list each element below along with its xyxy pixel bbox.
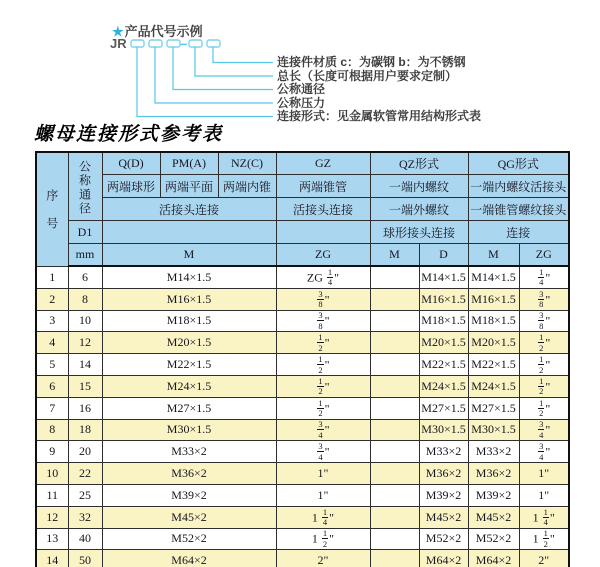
cell-qz_d: M64×2: [419, 550, 468, 567]
cell-gz: $\frac{1}{2}$ ": [276, 375, 370, 397]
cell-qg_m: M30×1.5: [468, 419, 519, 441]
code-prefix: JR: [110, 36, 127, 51]
cell-no: 12: [36, 506, 68, 528]
cell-qg_m: M36×2: [468, 463, 519, 485]
cell-dn: 8: [68, 288, 102, 310]
header-pm-desc: 两端平面: [160, 175, 218, 198]
cell-qz_m: [370, 506, 419, 528]
callout-line: [173, 47, 273, 90]
table-title: 螺母连接形式参考表: [34, 123, 224, 145]
cell-qz_d: M33×2: [419, 441, 468, 463]
cell-m: M18×1.5: [102, 310, 276, 332]
cell-qg_m: M39×2: [468, 484, 519, 506]
callout-line: [137, 47, 273, 117]
cell-m: M24×1.5: [102, 375, 276, 397]
fraction: $\frac{1}{2}$: [318, 332, 323, 353]
cell-qg_zg: 1": [519, 484, 569, 506]
reference-table: [35, 151, 570, 567]
cell-qg_zg: 1 $\frac{1}{2}$ ": [519, 528, 569, 550]
fraction: $\frac{3}{8}$: [318, 310, 323, 331]
cell-qz_d: M18×1.5: [419, 310, 468, 332]
cell-m: M64×2: [102, 550, 276, 567]
cell-no: 7: [36, 397, 68, 419]
cell-gz: $\frac{3}{8}$ ": [276, 310, 370, 332]
header-qg-conn: 连接: [468, 221, 569, 244]
callout-label: 连接件材质 c：为碳钢 b：为不锈钢: [277, 55, 466, 69]
cell-qg_zg: 1": [519, 463, 569, 485]
cell-qg_zg: $\frac{1}{2}$ ": [519, 332, 569, 354]
table-row: [36, 550, 569, 567]
header-gz-code: GZ: [276, 152, 370, 175]
diagram-heading-text: 产品代号示例: [124, 24, 203, 39]
header-mm: mm: [68, 244, 102, 267]
table-row: [36, 506, 569, 528]
cell-dn: 12: [68, 332, 102, 354]
cell-no: 8: [36, 419, 68, 441]
cell-qz_d: M24×1.5: [419, 375, 468, 397]
header-qz-u1: M: [370, 244, 419, 267]
header-qz-conn: 球形接头连接: [370, 221, 468, 244]
cell-no: 5: [36, 354, 68, 376]
table-row: [36, 332, 569, 354]
header-qg-row2: 一端内螺纹活接头: [468, 175, 569, 198]
cell-m: M39×2: [102, 484, 276, 506]
header-qg-code: QG形式: [468, 152, 569, 175]
cell-qz_d: M36×2: [419, 463, 468, 485]
cell-dn: 40: [68, 528, 102, 550]
header-union-conn: 活接头连接: [102, 198, 276, 221]
cell-no: 4: [36, 332, 68, 354]
table-row: [36, 354, 569, 376]
cell-dn: 32: [68, 506, 102, 528]
cell-m: M27×1.5: [102, 397, 276, 419]
cell-m: M33×2: [102, 441, 276, 463]
cell-qg_m: M27×1.5: [468, 397, 519, 419]
fraction: $\frac{3}{4}$: [539, 441, 544, 462]
cell-no: 13: [36, 528, 68, 550]
header-nz-code: NZ(C): [218, 152, 276, 175]
cell-qg_zg: $\frac{3}{8}$ ": [519, 288, 569, 310]
cell-qg_zg: $\frac{1}{4}$ ": [519, 266, 569, 288]
cell-qz_d: M27×1.5: [419, 397, 468, 419]
cell-no: 9: [36, 441, 68, 463]
callout-label: 总长（长度可根据用户要求定制）: [277, 68, 458, 83]
cell-m: M30×1.5: [102, 419, 276, 441]
cell-gz: 1": [276, 463, 370, 485]
table-row: [36, 528, 569, 550]
fraction: $\frac{1}{2}$: [322, 528, 328, 549]
cell-no: 10: [36, 463, 68, 485]
callout-label: 公称通径: [277, 82, 326, 96]
fraction: $\frac{1}{2}$: [318, 397, 323, 419]
header-qg-u1: M: [468, 244, 519, 267]
cell-qg_zg: 1 $\frac{1}{4}$ ": [519, 506, 569, 528]
cell-qz_d: M39×2: [419, 484, 468, 506]
cell-qz_m: [370, 550, 419, 567]
cell-no: 11: [36, 484, 68, 506]
cell-qz_m: [370, 266, 419, 288]
cell-m: M36×2: [102, 463, 276, 485]
header-blank: [276, 221, 370, 244]
callout-label: 公称压力: [277, 95, 326, 110]
cell-qz_d: M16×1.5: [419, 288, 468, 310]
table-row: [36, 441, 569, 463]
header-q-desc: 两端球形: [102, 175, 160, 198]
cell-gz: 2": [276, 550, 370, 567]
cell-qg_m: M16×1.5: [468, 288, 519, 310]
cell-qg_m: M20×1.5: [468, 332, 519, 354]
cell-qz_m: [370, 288, 419, 310]
cell-qz_d: M45×2: [419, 506, 468, 528]
code-dash: –: [180, 36, 188, 51]
cell-m: M45×2: [102, 506, 276, 528]
cell-qz_m: [370, 419, 419, 441]
header-q-code: Q(D): [102, 152, 160, 175]
cell-qg_m: M52×2: [468, 528, 519, 550]
cell-qg_m: M14×1.5: [468, 266, 519, 288]
cell-gz: 1 $\frac{1}{4}$ ": [276, 506, 370, 528]
fraction: $\frac{1}{2}$: [539, 354, 544, 375]
cell-dn: 20: [68, 441, 102, 463]
header-pm-code: PM(A): [160, 152, 218, 175]
table-header: [36, 152, 569, 266]
cell-qz_d: M14×1.5: [419, 266, 468, 288]
cell-dn: 15: [68, 375, 102, 397]
cell-gz: $\frac{3}{8}$ ": [276, 288, 370, 310]
cell-dn: 10: [68, 310, 102, 332]
cell-m: M52×2: [102, 528, 276, 550]
cell-gz: 1": [276, 484, 370, 506]
header-gz-desc: 两端锥管: [276, 175, 370, 198]
cell-qg_zg: $\frac{1}{2}$ ": [519, 375, 569, 397]
table-body: [36, 266, 569, 567]
cell-gz: $\frac{3}{4}$ ": [276, 419, 370, 441]
fraction: $\frac{1}{4}$: [543, 506, 548, 528]
table-row: [36, 419, 569, 441]
code-box: [189, 40, 202, 47]
header-qz-row2: 一端内螺纹: [370, 175, 468, 198]
cell-qg_zg: $\frac{3}{4}$ ": [519, 419, 569, 441]
cell-qz_m: [370, 441, 419, 463]
cell-qz_m: [370, 310, 419, 332]
table-row: [36, 463, 569, 485]
header-tongjing: 公称通径: [68, 152, 102, 221]
header-qz-u2: D: [419, 244, 468, 267]
code-box: [131, 40, 144, 47]
cell-gz: $\frac{1}{2}$ ": [276, 332, 370, 354]
cell-m: M14×1.5: [102, 266, 276, 288]
cell-no: 2: [36, 288, 68, 310]
code-box: [207, 40, 220, 47]
header-d1: D1: [68, 221, 102, 244]
cell-gz: $\frac{1}{2}$ ": [276, 354, 370, 376]
fraction: $\frac{1}{4}$: [322, 506, 328, 528]
cell-dn: 14: [68, 354, 102, 376]
cell-qg_zg: $\frac{3}{4}$ ": [519, 441, 569, 463]
cell-qg_m: M64×2: [468, 550, 519, 567]
table-row: [36, 288, 569, 310]
header-nz-desc: 两端内锥: [218, 175, 276, 198]
cell-qz_d: M22×1.5: [419, 354, 468, 376]
cell-gz: $\frac{1}{2}$ ": [276, 397, 370, 419]
cell-qz_d: M52×2: [419, 528, 468, 550]
cell-qg_zg: 2": [519, 550, 569, 567]
cell-qz_m: [370, 375, 419, 397]
header-qg-row3: 一端锥管螺纹接头: [468, 198, 569, 221]
cell-qg_zg: $\frac{1}{2}$ ": [519, 354, 569, 376]
table-row: [36, 397, 569, 419]
cell-no: 6: [36, 375, 68, 397]
cell-qg_m: M33×2: [468, 441, 519, 463]
cell-qg_m: M24×1.5: [468, 375, 519, 397]
cell-qg_zg: $\frac{3}{8}$ ": [519, 310, 569, 332]
cell-gz: $\frac{3}{4}$ ": [276, 441, 370, 463]
cell-qg_m: M18×1.5: [468, 310, 519, 332]
cell-qz_m: [370, 463, 419, 485]
header-gz-conn: 活接头连接: [276, 198, 370, 221]
cell-gz: ZG $\frac{1}{4}$ ": [276, 266, 370, 288]
fraction: $\frac{1}{4}$: [327, 266, 333, 288]
cell-no: 14: [36, 550, 68, 567]
cell-dn: 16: [68, 397, 102, 419]
star-icon: ★: [112, 24, 124, 39]
table-row: [36, 375, 569, 397]
table-row: [36, 484, 569, 506]
header-qz-row3: 一端外螺纹: [370, 198, 468, 221]
header-m-unit: M: [102, 244, 276, 267]
callout-line: [213, 47, 273, 63]
cell-qz_m: [370, 354, 419, 376]
fraction: $\frac{1}{2}$: [539, 332, 544, 353]
callout-line: [195, 47, 273, 76]
table-row: [36, 266, 569, 288]
cell-no: 1: [36, 266, 68, 288]
fraction: $\frac{3}{8}$: [318, 288, 323, 310]
header-qz-code: QZ形式: [370, 152, 468, 175]
fraction: $\frac{1}{4}$: [539, 266, 544, 288]
fraction: $\frac{3}{8}$: [539, 310, 544, 331]
fraction: $\frac{1}{2}$: [318, 375, 323, 397]
cell-qg_m: M22×1.5: [468, 354, 519, 376]
cell-m: M20×1.5: [102, 332, 276, 354]
cell-dn: 25: [68, 484, 102, 506]
cell-m: M22×1.5: [102, 354, 276, 376]
cell-qz_m: [370, 332, 419, 354]
cell-dn: 6: [68, 266, 102, 288]
header-blank: [102, 221, 276, 244]
fraction: $\frac{3}{4}$: [539, 419, 544, 440]
fraction: $\frac{3}{4}$: [318, 419, 323, 440]
fraction: $\frac{1}{2}$: [318, 354, 323, 375]
cell-qg_m: M45×2: [468, 506, 519, 528]
fraction: $\frac{3}{8}$: [539, 288, 544, 310]
cell-dn: 22: [68, 463, 102, 485]
code-box: [149, 40, 162, 47]
cell-qz_d: M20×1.5: [419, 332, 468, 354]
cell-qz_d: M30×1.5: [419, 419, 468, 441]
cell-dn: 50: [68, 550, 102, 567]
header-xuhao: 序号: [36, 152, 68, 266]
cell-no: 3: [36, 310, 68, 332]
cell-qz_m: [370, 528, 419, 550]
cell-qz_m: [370, 484, 419, 506]
cell-qg_zg: $\frac{1}{2}$ ": [519, 397, 569, 419]
fraction: $\frac{3}{4}$: [318, 441, 323, 462]
header-qg-u2: ZG: [519, 244, 569, 267]
fraction: $\frac{1}{2}$: [543, 528, 548, 549]
fraction: $\frac{1}{2}$: [539, 397, 544, 419]
cell-dn: 18: [68, 419, 102, 441]
cell-qz_m: [370, 397, 419, 419]
cell-m: M16×1.5: [102, 288, 276, 310]
header-gz-unit: ZG: [276, 244, 370, 267]
callout-label: 连接形式：见金属软管常用结构形式表: [277, 109, 482, 123]
code-box: [167, 40, 180, 47]
table-row: [36, 310, 569, 332]
cell-gz: 1 $\frac{1}{2}$ ": [276, 528, 370, 550]
fraction: $\frac{1}{2}$: [539, 375, 544, 397]
